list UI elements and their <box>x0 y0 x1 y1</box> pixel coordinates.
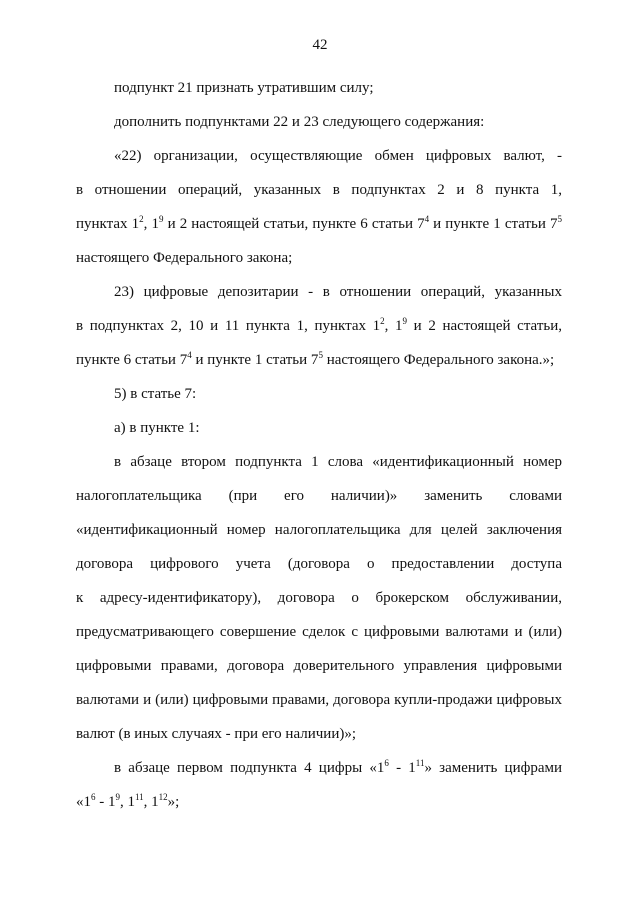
paragraph-line: цифровыми правами, договора доверительного управления цифровыми <box>76 658 562 674</box>
page-number: 42 <box>312 37 328 53</box>
superscript: 4 <box>187 350 192 360</box>
superscript: 6 <box>384 758 389 768</box>
text-run: - 1 <box>388 760 416 776</box>
superscript: 4 <box>424 214 430 224</box>
text-run: и 2 настоящей статьи, пункте 6 статьи 7 <box>163 216 425 232</box>
paragraph-line: настоящего Федерального закона; <box>76 250 293 266</box>
paragraph-line: валютами и (или) цифровыми правами, договора купли-продажи цифровых <box>76 692 562 708</box>
text-run: , 1 <box>143 794 159 810</box>
text-run: , 1 <box>120 794 135 810</box>
paragraph-line: а) в пункте 1: <box>114 420 200 436</box>
paragraph-line <box>76 309 562 343</box>
paragraph-line: к адресу-идентификатору), договора о брокерском обслуживании, <box>76 590 562 606</box>
paragraph-line: налогоплательщика (при его наличии)» заменить словами <box>76 488 562 504</box>
text-run: настоящего Федерального закона.»; <box>322 352 555 368</box>
superscript: 2 <box>380 316 385 326</box>
paragraph-line: подпункт 21 признать утратившим силу; <box>114 80 374 96</box>
superscript: 6 <box>91 792 96 802</box>
superscript: 5 <box>557 214 562 224</box>
text-run: , 1 <box>143 216 159 232</box>
paragraph-line: в отношении операций, указанных в подпунктах 2 и 8 пункта 1, <box>76 182 562 198</box>
superscript: 9 <box>158 214 164 224</box>
text-run: - 1 <box>95 794 116 810</box>
paragraph-line: предусматривающего совершение сделок с цифровыми валютами и (или) <box>76 624 562 640</box>
paragraph-line: «22) организации, осуществляющие обмен цифровых валют, - <box>114 148 562 164</box>
text-run: и пункте 1 статьи 7 <box>429 216 558 232</box>
text-run: » заменить цифрами <box>424 760 562 776</box>
text-run: в подпунктах 2, 10 и 11 пункта 1, пунктах 1 <box>76 318 381 334</box>
superscript: 5 <box>318 350 323 360</box>
text-run: »; <box>167 794 180 810</box>
text-run: , 1 <box>384 318 403 334</box>
text-run: и пункте 1 статьи 7 <box>191 352 319 368</box>
superscript: 2 <box>139 214 144 224</box>
text-run: и 2 настоящей статьи, <box>407 318 562 334</box>
paragraph-line: валют (в иных случаях - при его наличии)»; <box>76 726 357 742</box>
paragraph-line <box>76 751 562 785</box>
superscript: 11 <box>135 792 144 802</box>
paragraph-line: 23) цифровые депозитарии - в отношении операций, указанных <box>114 284 562 300</box>
paragraph-line <box>76 343 562 377</box>
text-run: пунктах 1 <box>76 216 140 232</box>
superscript: 9 <box>402 316 408 326</box>
paragraph-line: «идентификационный номер налогоплательщика для целей заключения <box>76 522 562 538</box>
text-run: «1 <box>76 794 91 810</box>
paragraph-line <box>76 207 562 241</box>
document-body <box>76 71 562 819</box>
superscript: 11 <box>415 758 425 768</box>
text-run: пункте 6 статьи 7 <box>76 352 188 368</box>
paragraph-line: 5) в статье 7: <box>114 386 197 402</box>
paragraph-line: в абзаце втором подпункта 1 слова «идентификационный номер <box>114 454 562 470</box>
paragraph-line <box>76 785 562 819</box>
paragraph-line: дополнить подпунктами 22 и 23 следующего содержания: <box>114 114 485 130</box>
superscript: 9 <box>115 792 120 802</box>
paragraph-line: договора цифрового учета (договора о предоставлении доступа <box>76 556 562 572</box>
superscript: 12 <box>158 792 168 802</box>
text-run: в абзаце первом подпункта 4 цифры «1 <box>114 760 385 776</box>
